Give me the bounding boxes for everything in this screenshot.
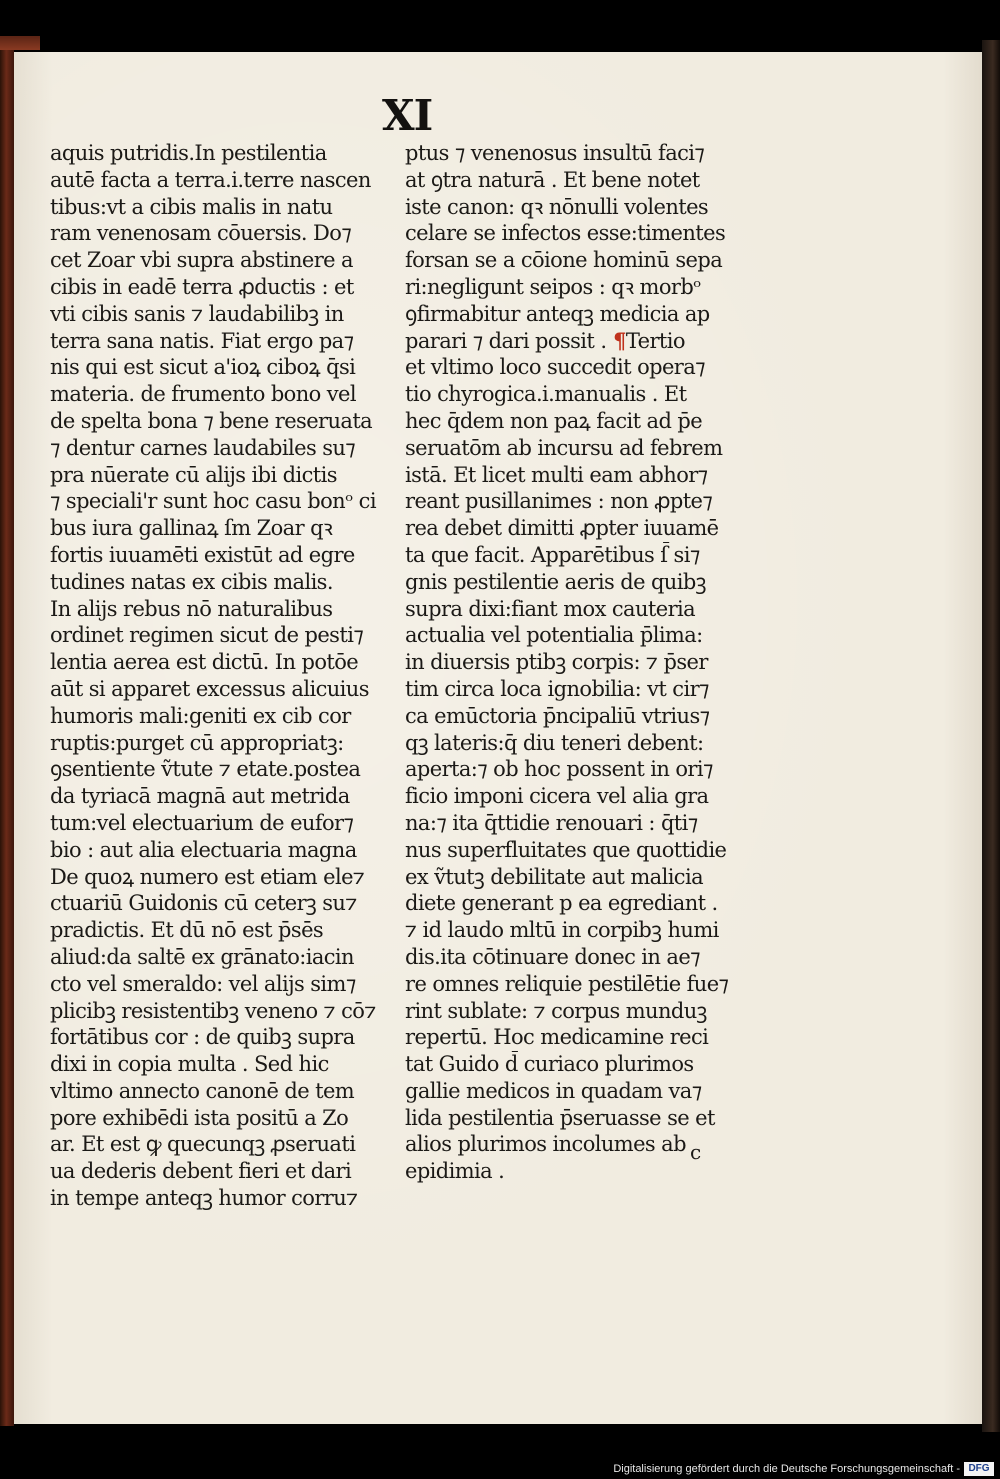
book-binding-corner <box>0 36 40 50</box>
text-line-content: ri:negligunt seipos : qꝛ morbᵒ <box>405 274 701 299</box>
text-line <box>50 435 395 462</box>
text-line <box>50 756 395 783</box>
text-line <box>405 247 753 274</box>
text-line-content: In alijs rebus nō naturalibus <box>50 596 333 621</box>
text-line-content: pore exhibēdi ista positū a Zo <box>50 1105 349 1130</box>
text-line <box>50 944 395 971</box>
text-line <box>50 220 395 247</box>
text-line-content: vti cibis sanis ⁊ laudabilibꝫ in <box>50 301 344 326</box>
text-line-content: aquis putridis.In pestilentia <box>50 141 327 165</box>
text-line <box>50 140 395 167</box>
folio-number: XI <box>382 91 433 140</box>
text-column-right <box>405 140 753 1185</box>
text-line-content: forsan se a cōione hominū sepa <box>405 248 723 273</box>
text-line-content: bus iura gallinaꝝ ſm Zoar qꝛ <box>50 516 333 541</box>
text-line-content: ⁊ speciali'r sunt hoc casu bonᵒ ci <box>50 489 376 514</box>
text-line-content: de spelta bona ⁊ bene reseruata <box>50 408 373 433</box>
text-line <box>50 703 395 730</box>
text-line <box>50 167 395 194</box>
text-line-content: da tyriacā magnā aut metrida <box>50 784 350 809</box>
text-line <box>50 569 395 596</box>
text-line-content: bio : aut alia electuaria magna <box>50 837 357 862</box>
dfg-logo-icon: DFG <box>964 1462 994 1476</box>
text-line-content: ca emūctoria p̄ncipaliū vtrius⁊ <box>405 703 710 728</box>
text-line <box>405 810 753 837</box>
text-line-content: ex ṽtutꝫ debilitate aut malicia <box>405 864 704 889</box>
text-line-content: cibis in eadē terra ꝓductis : et <box>50 274 354 299</box>
signature-mark: c <box>690 1140 702 1164</box>
text-line-content: tat Guido d̄ curiaco plurimos <box>405 1052 694 1077</box>
text-line-content: plicibꝫ resistentibꝫ veneno ⁊ cō⁊ <box>50 998 376 1023</box>
text-line-content: seruatōm ab incursu ad febrem <box>405 435 723 460</box>
text-line <box>405 890 753 917</box>
text-line <box>405 1024 753 1051</box>
text-line <box>405 864 753 891</box>
text-line-content: ficio imponi cicera vel alia gra <box>405 784 709 809</box>
text-line <box>50 971 395 998</box>
text-line <box>405 998 753 1025</box>
text-line <box>50 488 395 515</box>
text-line-content: autē facta a terra.i.terre nascen <box>50 167 371 192</box>
text-line-content: nis qui est sicut a'ioꝝ ciboꝝ q̄si <box>50 355 356 380</box>
text-line <box>50 837 395 864</box>
text-line <box>405 408 753 435</box>
text-line-content: actualia vel potentialia p̄lima: <box>405 623 703 648</box>
text-line <box>405 194 753 221</box>
text-line <box>405 354 753 381</box>
text-line-content: gnis pestilentie aeris de quibꝫ <box>405 569 706 594</box>
text-line <box>405 1051 753 1078</box>
text-line-content: repertū. Hoc medicamine reci <box>405 1025 709 1050</box>
text-line <box>50 730 395 757</box>
text-line <box>50 247 395 274</box>
text-line <box>405 220 753 247</box>
text-line <box>405 462 753 489</box>
text-line <box>405 274 753 301</box>
text-line <box>405 1105 753 1132</box>
text-line <box>50 1051 395 1078</box>
text-line-content: tudines natas ex cibis malis. <box>50 569 333 594</box>
text-line <box>50 542 395 569</box>
text-line <box>50 328 395 355</box>
text-line <box>50 1131 395 1158</box>
text-line <box>50 676 395 703</box>
text-line <box>405 676 753 703</box>
text-line-content: in tempe anteqꝫ humor corru⁊ <box>50 1186 358 1211</box>
text-line <box>405 703 753 730</box>
digitization-credit: Digitalisierung gefördert durch die Deutsche Forschungsgemeinschaft - <box>613 1463 960 1475</box>
text-line <box>405 944 753 971</box>
book-cover-edge <box>982 40 1000 1432</box>
text-line-content: in diuersis ptibꝫ corpis: ⁊ p̄ser <box>405 650 708 675</box>
text-line <box>405 569 753 596</box>
text-line-content: ordinet regimen sicut de pesti⁊ <box>50 623 364 648</box>
text-line <box>405 381 753 408</box>
text-line <box>405 756 753 783</box>
text-line-content: at ꝯtra naturā . Et bene notet <box>405 167 700 192</box>
text-line-content: tum:vel electuarium de eufor⁊ <box>50 810 354 835</box>
text-line <box>50 462 395 489</box>
text-line-content: ta que facit. Apparētibus ſ̄ si⁊ <box>405 542 700 567</box>
text-line-content: epidimia . <box>405 1159 505 1184</box>
text-line <box>50 596 395 623</box>
text-line-content: pradictis. Et dū nō est p̄sēs <box>50 918 324 943</box>
text-line-content: rint sublate: ⁊ corpus munduꝫ <box>405 998 707 1023</box>
text-line-content: vltimo annecto canonē de tem <box>50 1078 355 1103</box>
text-line-content: ua dederis debent fieri et dari <box>50 1159 352 1184</box>
text-line-content: aūt si apparet excessus alicuius <box>50 676 369 701</box>
text-line-content: cet Zoar vbi supra abstinere a <box>50 248 353 273</box>
text-line <box>405 140 753 167</box>
text-line-content: dixi in copia multa . Sed hic <box>50 1052 329 1077</box>
text-line <box>50 408 395 435</box>
text-line <box>50 1078 395 1105</box>
text-line-content: aliud:da saltē ex grānato:iacin <box>50 944 354 969</box>
text-line-content: terra sana natis. Fiat ergo pa⁊ <box>50 328 354 353</box>
text-line <box>405 971 753 998</box>
text-line <box>50 354 395 381</box>
text-line <box>50 649 395 676</box>
text-line <box>50 890 395 917</box>
text-line-content: gallie medicos in quadam va⁊ <box>405 1078 702 1103</box>
text-line <box>50 1105 395 1132</box>
text-line <box>50 998 395 1025</box>
text-line <box>50 864 395 891</box>
paragraph-mark-icon: ¶ <box>606 327 626 353</box>
text-line <box>405 622 753 649</box>
text-line-content: De quoꝝ numero est etiam ele⁊ <box>50 864 365 889</box>
text-line-content: istā. Et licet multi eam abhor⁊ <box>405 462 708 487</box>
book-binding-edge <box>0 38 14 1426</box>
text-line <box>50 381 395 408</box>
text-line <box>50 301 395 328</box>
text-line-content: ꝯsentiente ṽtute ⁊ etate.postea <box>50 757 361 782</box>
text-line <box>50 515 395 542</box>
text-line <box>405 1078 753 1105</box>
text-line <box>50 810 395 837</box>
text-line-content: ruptis:purget cū appropriatꝫ: <box>50 730 344 755</box>
text-column-left <box>50 140 395 1212</box>
text-line-content: ptus ⁊ venenosus insultū faci⁊ <box>405 141 705 165</box>
text-line-content: humoris mali:geniti ex cib cor <box>50 703 351 728</box>
text-line-content: et vltimo loco succedit opera⁊ <box>405 355 705 380</box>
text-line <box>405 488 753 515</box>
text-line-content: celare se infectos esse:timentes <box>405 221 726 246</box>
text-line <box>405 783 753 810</box>
text-line <box>405 837 753 864</box>
text-line-content: qꝫ lateris:q̄ diu teneri debent: <box>405 730 704 755</box>
text-line-content: ctuariū Guidonis cū ceterꝫ su⁊ <box>50 891 357 916</box>
text-line-content: ram venenosam cōuersis. Do⁊ <box>50 221 352 246</box>
text-line <box>405 301 753 328</box>
text-line-content: ꝯfirmabitur anteqꝫ medicia ap <box>405 301 710 326</box>
text-line <box>405 542 753 569</box>
text-line-content: ⁊ dentur carnes laudabiles su⁊ <box>50 435 356 460</box>
text-line <box>50 194 395 221</box>
text-line <box>405 167 753 194</box>
text-line-content: ⁊ id laudo mltū in corpibꝫ humi <box>405 918 719 943</box>
text-line-content: pra nūerate cū alijs ibi dictis <box>50 462 337 487</box>
text-line <box>405 730 753 757</box>
text-line-content: na:⁊ ita q̄ttidie renouari : q̄ti⁊ <box>405 810 698 835</box>
text-line <box>50 917 395 944</box>
text-line-content: dis.ita cōtinuare donec in ae⁊ <box>405 944 701 969</box>
text-line <box>405 328 753 355</box>
text-line-content: parari ⁊ dari possit . <box>405 328 607 353</box>
text-line <box>405 435 753 462</box>
text-line-content: reant pusillanimes : non ꝓpte⁊ <box>405 489 713 514</box>
text-line-content: nus superfluitates que quottidie <box>405 837 727 862</box>
text-line <box>50 1185 395 1212</box>
text-line <box>50 1158 395 1185</box>
text-line <box>405 917 753 944</box>
text-line-content: fortātibus cor : de quibꝫ supra <box>50 1025 355 1050</box>
text-line <box>50 274 395 301</box>
text-line <box>50 1024 395 1051</box>
text-line-content: re omnes reliquie pestilētie fue⁊ <box>405 971 729 996</box>
text-line <box>405 515 753 542</box>
text-line-content: fortis iuuamēti existūt ad egre <box>50 542 355 567</box>
text-line-content: lida pestilentia p̄seruasse se et <box>405 1105 715 1130</box>
text-line-content: aperta:⁊ ob hoc possent in ori⁊ <box>405 757 713 782</box>
text-line <box>50 622 395 649</box>
text-line-content: rea debet dimitti ꝓpter iuuamē <box>405 516 719 541</box>
text-line-content: lentia aerea est dictū. In potōe <box>50 650 359 675</box>
text-line-content: iste canon: qꝛ nōnulli volentes <box>405 194 709 219</box>
text-line <box>405 596 753 623</box>
text-line-content: alios plurimos incolumes ab <box>405 1132 686 1157</box>
text-line <box>50 783 395 810</box>
text-line <box>405 649 753 676</box>
text-line-content: tim circa loca ignobilia: vt cir⁊ <box>405 676 709 701</box>
text-line-content: hec q̄dem non paꝝ facit ad p̄e <box>405 408 703 433</box>
text-line-content: supra dixi:fiant mox cauteria <box>405 596 696 621</box>
text-line-content: tibus:vt a cibis malis in natu <box>50 194 333 219</box>
text-line-content: Tertio <box>625 328 685 353</box>
text-line-content: ar. Et est ꝙ quecunqꝫ ꝓseruati <box>50 1132 356 1157</box>
text-line-content: tio chyrogica.i.manualis . Et <box>405 382 687 407</box>
text-line-content: cto vel smeraldo: vel alijs sim⁊ <box>50 971 356 996</box>
text-line-content: diete generant p ea egrediant . <box>405 891 718 916</box>
text-line-content: materia. de frumento bono vel <box>50 382 356 407</box>
